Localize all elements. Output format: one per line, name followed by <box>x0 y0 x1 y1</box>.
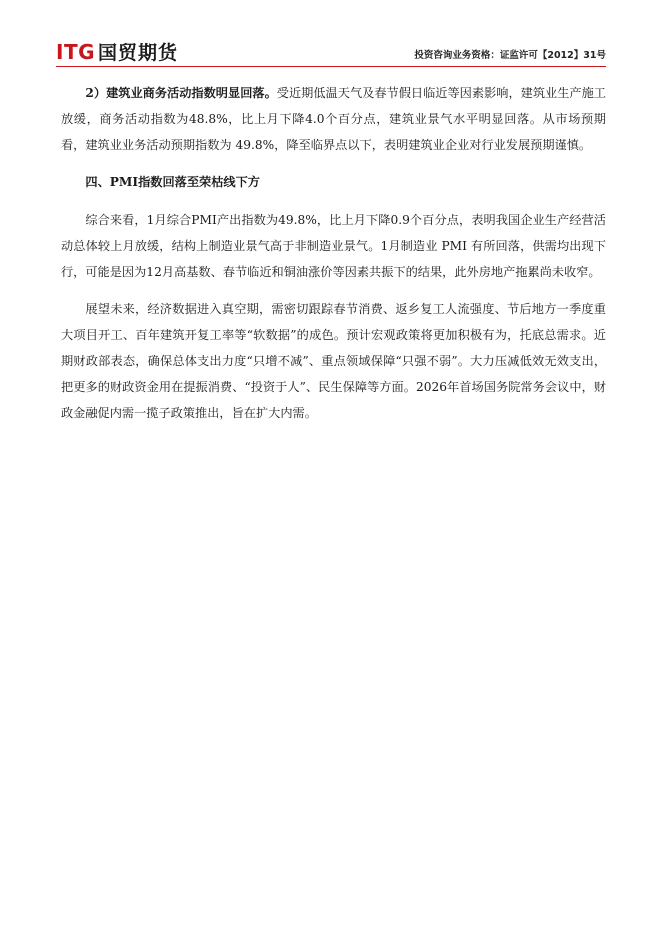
logo-name: 国贸期货 <box>98 42 179 64</box>
license-info: 投资咨询业务资格：证监许可【2012】31号 <box>414 50 606 61</box>
company-logo <box>56 38 178 65</box>
paragraph-lead: 2）建筑业商务活动指数明显回落。 <box>85 86 277 100</box>
paragraph-body: 受近期低温天气及春节假日临近等因素影响，建筑业生产施工放缓，商务活动指数为48.8%，比上月下降4.0个百分点，建筑业景气水平明显回落。从市场预期看，建筑业业务活动预期指数为 49.8%，降至临界点以下，表明建筑业企业对行业发展预期谨慎。 <box>61 86 606 152</box>
page-header <box>56 36 606 67</box>
section-title: 四、PMI指数回落至荣枯线下方 <box>85 175 260 189</box>
paragraph-construction <box>61 80 606 158</box>
logo-brand: ITG <box>56 40 95 64</box>
document-body <box>61 80 606 437</box>
paragraph-outlook: 展望未来，经济数据进入真空期，需密切跟踪春节消费、返乡复工人流强度、节后地方一季度重大项目开工、百年建筑开复工率等“软数据”的成色。预计宏观政策将更加积极有为，托底总需求。近期财政部表态，确保总体支出力度“只增不减”、重点领域保障“只强不弱”。大力压减低效无效支出，把更多的财政资金用在提振消费、“投资于人”、民生保障等方面。2026年首场国务院常务会议中，财政金融促内需一揽子政策推出，旨在扩大内需。 <box>61 302 606 420</box>
paragraph-summary: 综合来看，1月综合PMI产出指数为49.8%，比上月下降0.9个百分点，表明我国企业生产经营活动总体较上月放缓，结构上制造业景气高于非制造业景气。1月制造业 PMI 有所回落，供需均出现下行，可能是因为12月高基数、春节临近和铜油涨价等因素共振下的结果，此外房地产拖累尚未收窄。 <box>61 213 606 279</box>
